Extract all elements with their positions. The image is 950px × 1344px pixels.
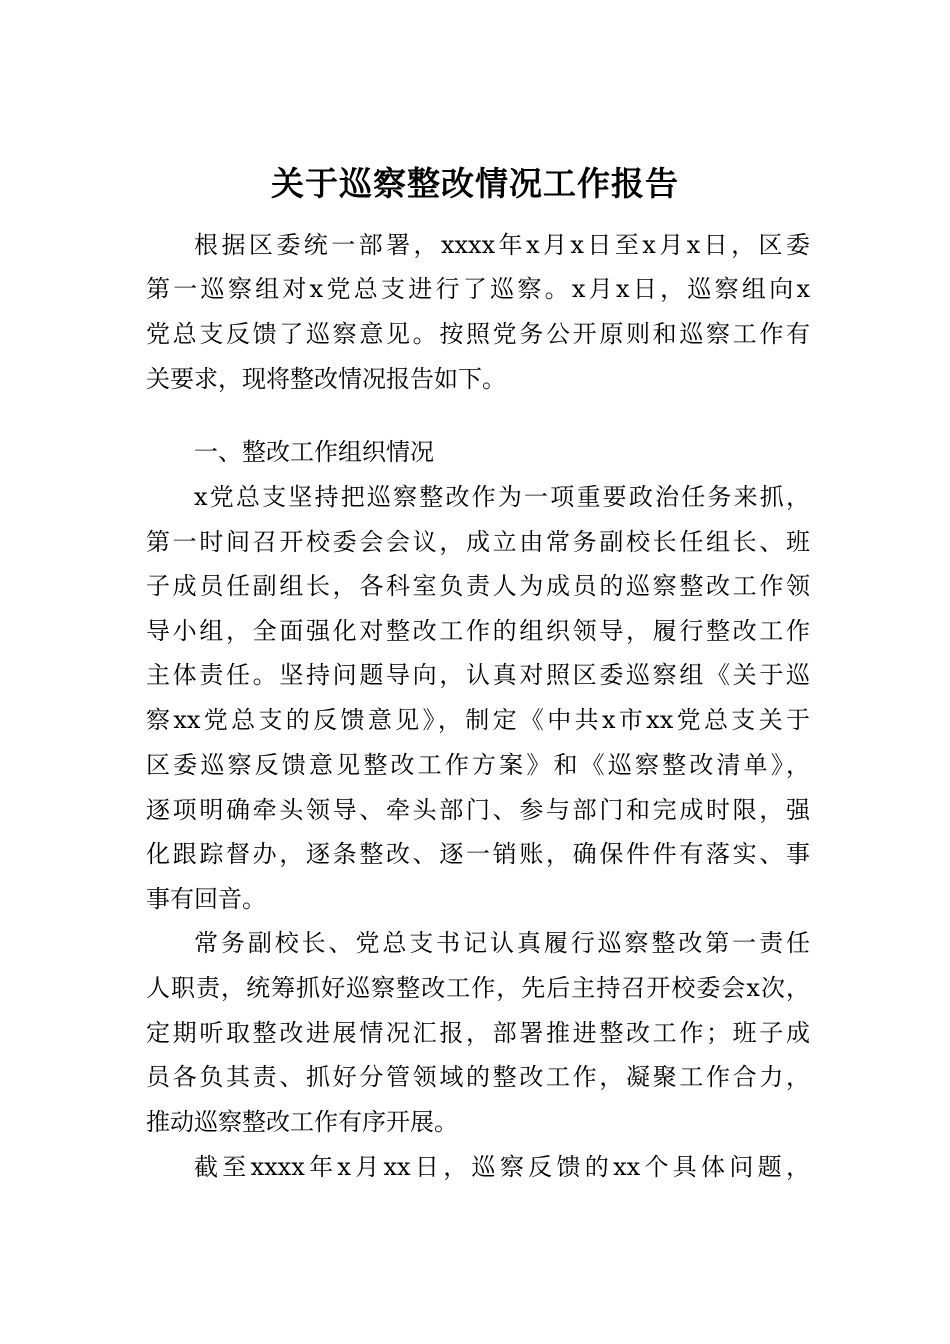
paragraph-line: 常务副校长、党总支书记认真履行巡察整改第一责任: [194, 929, 810, 957]
paragraph-line: 截至xxxx年x月xx日，巡察反馈的xx个具体问题，: [194, 1153, 810, 1181]
paragraph-line: 逐项明确牵头领导、牵头部门、参与部门和完成时限，强: [146, 796, 810, 824]
paragraph-line: 事有回音。: [146, 885, 266, 913]
paragraph-line: 第一巡察组对x党总支进行了巡察。x月x日，巡察组向x: [146, 275, 810, 303]
paragraph-line: 子成员任副组长，各科室负责人为成员的巡察整改工作领: [146, 572, 810, 600]
paragraph-line: 区委巡察反馈意见整改工作方案》和《巡察整改清单》，: [146, 751, 810, 779]
document-title: 关于巡察整改情况工作报告: [271, 164, 679, 203]
paragraph-line: 根据区委统一部署，xxxx年x月x日至x月x日，区委: [194, 231, 810, 259]
section-heading: 一、整改工作组织情况: [194, 438, 434, 466]
paragraph-line: 导小组，全面强化对整改工作的组织领导，履行整改工作: [146, 617, 810, 645]
paragraph-line: 化跟踪督办，逐条整改、逐一销账，确保件件有落实、事: [146, 840, 810, 868]
paragraph-line: 关要求，现将整改情况报告如下。: [146, 365, 506, 393]
paragraph-line: 员各负其责、抓好分管领域的整改工作，凝聚工作合力，: [146, 1063, 810, 1091]
paragraph-line: 定期听取整改进展情况汇报，部署推进整改工作；班子成: [146, 1019, 810, 1047]
paragraph-line: 第一时间召开校委会会议，成立由常务副校长任组长、班: [146, 528, 810, 556]
paragraph-line: 推动巡察整改工作有序开展。: [146, 1108, 458, 1136]
paragraph-line: 察xx党总支的反馈意见》，制定《中共x市xx党总支关于: [146, 706, 810, 734]
paragraph-line: 人职责，统筹抓好巡察整改工作，先后主持召开校委会x次，: [146, 974, 810, 1002]
paragraph-line: 主体责任。坚持问题导向，认真对照区委巡察组《关于巡: [146, 661, 810, 689]
paragraph-line: 党总支反馈了巡察意见。按照党务公开原则和巡察工作有: [146, 320, 810, 348]
paragraph-line: x党总支坚持把巡察整改作为一项重要政治任务来抓，: [194, 483, 810, 511]
